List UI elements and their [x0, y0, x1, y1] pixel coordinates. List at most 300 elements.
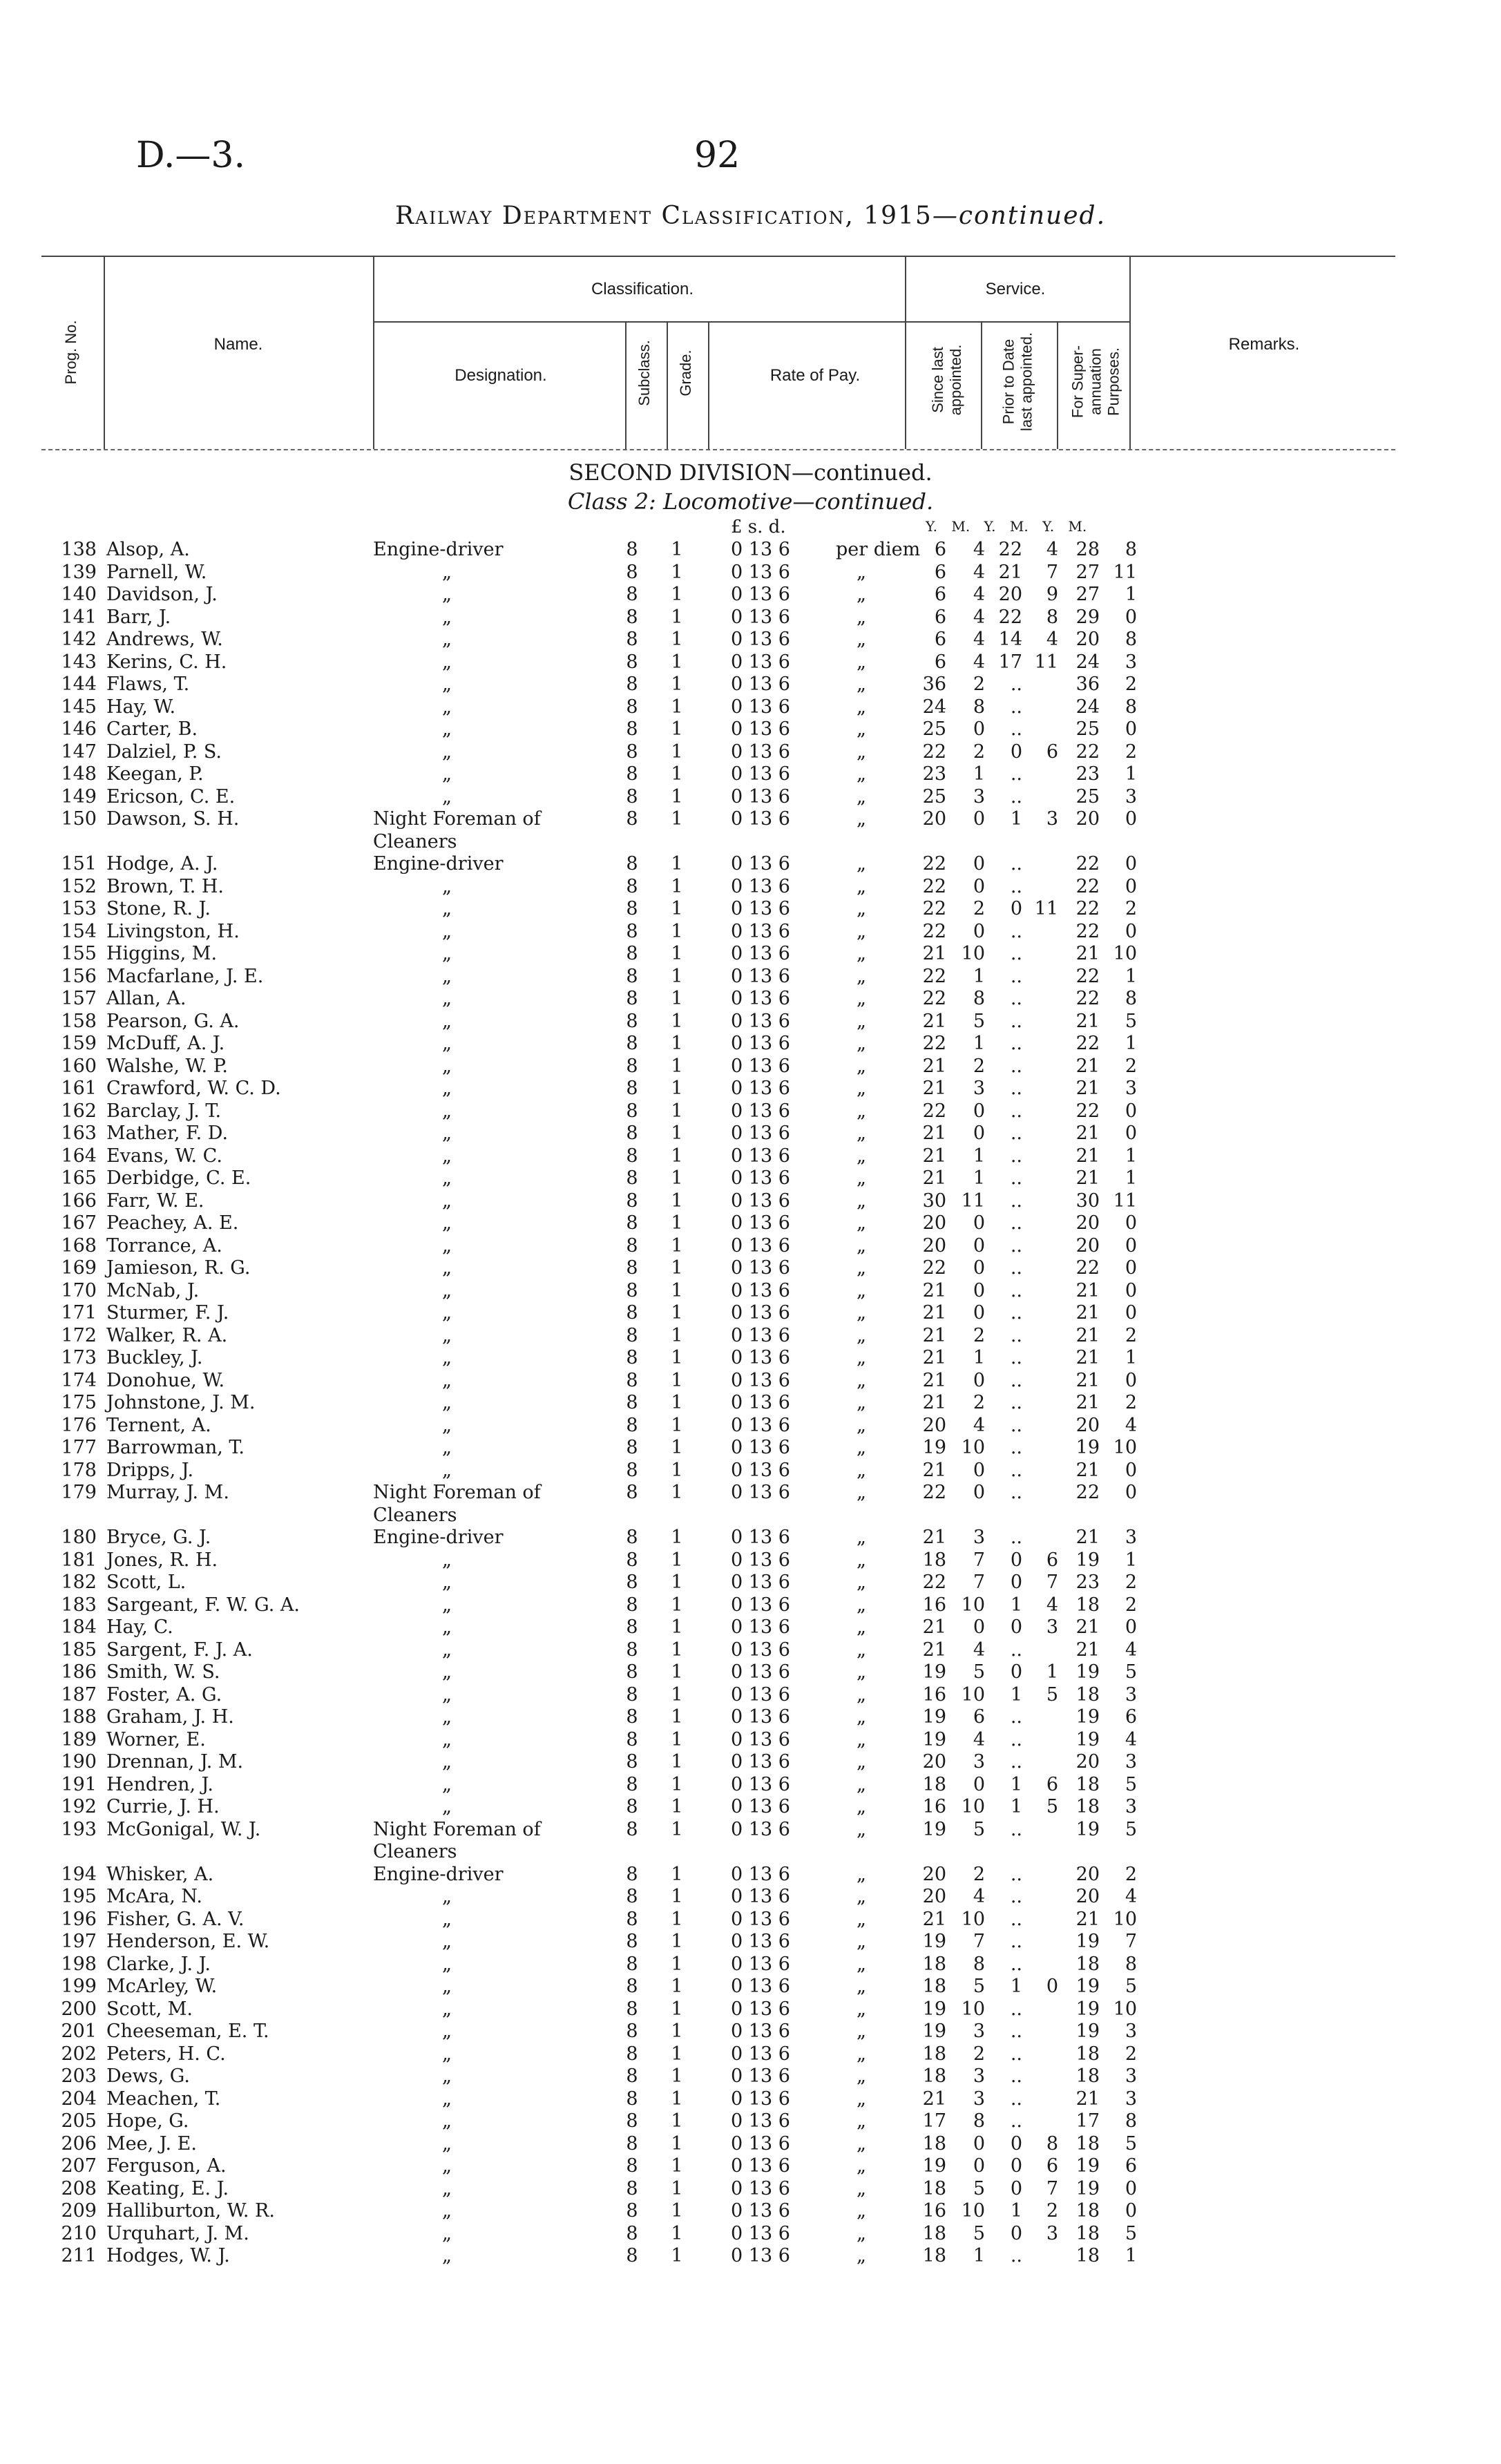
- since-months: 10: [961, 1796, 985, 1817]
- pay-period: „: [857, 1886, 866, 1907]
- grade: 1: [671, 1931, 683, 1952]
- since-years: 18: [922, 2177, 946, 2199]
- super-months: 3: [1125, 1683, 1137, 1706]
- designation-continued: Cleaners: [373, 830, 457, 852]
- pay-period: „: [857, 1279, 866, 1301]
- prog-no: 186: [61, 1661, 97, 1683]
- prior-years: ..: [1010, 1302, 1022, 1324]
- since-years: 6: [934, 629, 946, 650]
- designation: „: [442, 1010, 452, 1032]
- subclass: 8: [626, 2088, 638, 2110]
- grade: 1: [671, 1302, 683, 1324]
- rate-of-pay: 0 13 6: [731, 1549, 790, 1571]
- subclass: 8: [626, 1931, 638, 1952]
- prior-months: 6: [1046, 2155, 1058, 2177]
- since-years: 20: [922, 1863, 946, 1885]
- row-name: Farr, W. E.: [106, 1190, 204, 1212]
- since-years: 17: [922, 2110, 946, 2132]
- rate-of-pay: 0 13 6: [731, 943, 790, 964]
- designation: „: [442, 1931, 452, 1952]
- table-row: [0, 1460, 1501, 1482]
- prior-years: 1: [1010, 1683, 1022, 1706]
- super-years: 21: [1075, 1324, 1100, 1346]
- rate-of-pay: 0 13 6: [731, 1437, 790, 1458]
- prior-years: ..: [1010, 763, 1022, 785]
- table-row: [0, 2223, 1501, 2245]
- since-months: 6: [973, 1706, 985, 1728]
- table-row: [0, 1796, 1501, 1818]
- rate-of-pay: 0 13 6: [731, 1908, 790, 1930]
- subclass: 8: [626, 651, 638, 673]
- designation: „: [442, 561, 452, 583]
- subclass: 8: [626, 1212, 638, 1234]
- row-name: Macfarlane, J. E.: [106, 965, 264, 987]
- prog-no: 203: [61, 2065, 97, 2087]
- col-divider: [104, 256, 105, 449]
- since-years: 18: [922, 2132, 946, 2155]
- super-years: 21: [1075, 1145, 1100, 1167]
- since-months: 0: [973, 2155, 985, 2177]
- super-years: 21: [1075, 1616, 1100, 1638]
- prog-no: 167: [61, 1212, 97, 1234]
- super-months: 0: [1125, 2177, 1137, 2199]
- table-row: [0, 1415, 1501, 1437]
- prog-no: 182: [61, 1572, 97, 1593]
- grade: 1: [671, 1661, 683, 1683]
- super-months: 1: [1125, 1549, 1137, 1571]
- prior-months: 6: [1046, 1549, 1058, 1571]
- since-months: 1: [973, 965, 985, 987]
- super-months: 10: [1113, 1437, 1137, 1458]
- subclass: 8: [626, 1572, 638, 1593]
- table-row: [0, 2088, 1501, 2110]
- row-name: Buckley, J.: [106, 1347, 203, 1368]
- prior-years: 1: [1010, 1976, 1022, 1997]
- pay-period: „: [857, 1078, 866, 1099]
- row-name: Scott, L.: [106, 1572, 187, 1593]
- rate-of-pay: 0 13 6: [731, 1728, 790, 1750]
- row-name: Hodges, W. J.: [106, 2245, 230, 2266]
- prior-years: 22: [998, 606, 1022, 628]
- row-name: Fisher, G. A. V.: [106, 1908, 245, 1930]
- since-months: 0: [973, 718, 985, 740]
- prog-no: 146: [61, 718, 97, 740]
- super-years: 21: [1075, 2088, 1100, 2110]
- subclass: 8: [626, 1863, 638, 1885]
- row-name: Scott, M.: [106, 1998, 193, 2020]
- since-years: 21: [922, 1347, 946, 1368]
- super-years: 20: [1075, 629, 1100, 650]
- prog-no: 141: [61, 606, 97, 628]
- designation: „: [442, 1392, 452, 1413]
- subclass: 8: [626, 1976, 638, 1997]
- super-years: 21: [1075, 1302, 1100, 1324]
- table-row: [0, 1864, 1501, 1886]
- since-months: 7: [973, 1572, 985, 1593]
- designation: „: [442, 1572, 452, 1593]
- grade: 1: [671, 2043, 683, 2065]
- super-months: 5: [1125, 1976, 1137, 1997]
- designation: „: [442, 1639, 452, 1661]
- rate-of-pay: 0 13 6: [731, 1572, 790, 1593]
- pay-period: „: [857, 2043, 866, 2065]
- prog-no: 199: [61, 1976, 97, 1997]
- pay-period: „: [857, 1302, 866, 1324]
- super-months: 0: [1125, 1257, 1137, 1279]
- subclass: 8: [626, 1123, 638, 1144]
- header-rule-mid: [373, 321, 1129, 323]
- section-division: SECOND DIVISION—continued.: [568, 459, 933, 486]
- subclass: 8: [626, 1594, 638, 1616]
- since-years: 22: [922, 1257, 946, 1279]
- prog-no: 170: [61, 1279, 97, 1301]
- row-name: Carter, B.: [106, 718, 198, 740]
- prog-no: 159: [61, 1033, 97, 1054]
- super-years: 18: [1075, 2245, 1100, 2266]
- prior-years: ..: [1010, 1279, 1022, 1301]
- row-name: Alsop, A.: [106, 539, 190, 560]
- since-years: 21: [922, 1078, 946, 1099]
- table-row: [0, 2200, 1501, 2222]
- col-divider: [667, 321, 668, 449]
- rate-of-pay: 0 13 6: [731, 965, 790, 987]
- grade: 1: [671, 1369, 683, 1391]
- prog-no: 211: [61, 2245, 97, 2266]
- designation: „: [442, 674, 452, 695]
- since-years: 20: [922, 1751, 946, 1773]
- super-months: 11: [1113, 1190, 1137, 1212]
- designation: „: [442, 965, 452, 987]
- row-name: Barr, J.: [106, 606, 171, 628]
- designation: „: [442, 2245, 452, 2266]
- row-name: McAra, N.: [106, 1886, 202, 1907]
- super-months: 0: [1125, 1123, 1137, 1144]
- since-years: 22: [922, 898, 946, 919]
- subclass: 8: [626, 943, 638, 964]
- table-row: [0, 2178, 1501, 2200]
- grade: 1: [671, 1257, 683, 1279]
- super-months: 1: [1125, 1145, 1137, 1167]
- designation: „: [442, 1212, 452, 1234]
- super-months: 0: [1125, 1616, 1137, 1638]
- since-years: 21: [922, 1145, 946, 1167]
- rate-of-pay: 0 13 6: [731, 2088, 790, 2110]
- super-months: 3: [1125, 1527, 1137, 1548]
- grade: 1: [671, 539, 683, 560]
- prior-years: 17: [998, 651, 1022, 673]
- super-years: 25: [1075, 718, 1100, 740]
- pay-period: „: [857, 1594, 866, 1616]
- rate-of-pay: 0 13 6: [731, 1324, 790, 1346]
- since-months: 0: [973, 1369, 985, 1391]
- prior-years: ..: [1010, 2088, 1022, 2110]
- prior-years: ..: [1010, 1931, 1022, 1952]
- super-years: 21: [1075, 1369, 1100, 1391]
- row-name: Hodge, A. J.: [106, 853, 218, 875]
- prog-no: 154: [61, 920, 97, 942]
- table-row: [0, 674, 1501, 696]
- grade: 1: [671, 2065, 683, 2087]
- designation: „: [442, 2110, 452, 2132]
- prog-no: 179: [61, 1482, 97, 1503]
- subclass: 8: [626, 2043, 638, 2065]
- super-months: 0: [1125, 1279, 1137, 1301]
- super-years: 19: [1075, 1818, 1100, 1840]
- table-row: [0, 1886, 1501, 1908]
- super-months: 1: [1125, 763, 1137, 785]
- grade: 1: [671, 1279, 683, 1301]
- since-months: 2: [973, 1055, 985, 1077]
- pay-period: „: [857, 1100, 866, 1122]
- subclass: 8: [626, 1369, 638, 1391]
- since-years: 18: [922, 1953, 946, 1975]
- row-name: Pearson, G. A.: [106, 1010, 240, 1032]
- subclass: 8: [626, 965, 638, 987]
- row-name: Bryce, G. J.: [106, 1527, 211, 1548]
- rate-of-pay: 0 13 6: [731, 1931, 790, 1952]
- rate-of-pay: 0 13 6: [731, 2065, 790, 2087]
- subclass: 8: [626, 1033, 638, 1054]
- rate-of-pay: 0 13 6: [731, 1616, 790, 1638]
- pay-period: „: [857, 629, 866, 650]
- subclass: 8: [626, 1998, 638, 2020]
- row-name: Flaws, T.: [106, 674, 190, 695]
- grade: 1: [671, 920, 683, 942]
- designation: „: [442, 1302, 452, 1324]
- super-years: 18: [1075, 1773, 1100, 1795]
- row-name: Hendren, J.: [106, 1773, 213, 1795]
- since-years: 21: [922, 1324, 946, 1346]
- rate-of-pay: 0 13 6: [731, 920, 790, 942]
- col-rate-of-pay: Rate of Pay.: [769, 366, 861, 385]
- since-years: 16: [922, 1683, 946, 1706]
- subclass: 8: [626, 1414, 638, 1436]
- prog-no: 196: [61, 1908, 97, 1930]
- designation: „: [442, 629, 452, 650]
- prog-no: 158: [61, 1010, 97, 1032]
- table-row: [0, 898, 1501, 920]
- pay-period: „: [857, 2222, 866, 2244]
- since-years: 18: [922, 2245, 946, 2266]
- grade: 1: [671, 1639, 683, 1661]
- subclass: 8: [626, 1706, 638, 1728]
- designation: „: [442, 785, 452, 808]
- row-name: Sargent, F. J. A.: [106, 1639, 253, 1661]
- prior-years: ..: [1010, 1818, 1022, 1840]
- super-years: 20: [1075, 808, 1100, 830]
- designation: „: [442, 1347, 452, 1368]
- prior-years: ..: [1010, 1123, 1022, 1144]
- since-months: 2: [973, 1324, 985, 1346]
- subclass: 8: [626, 1167, 638, 1189]
- since-years: 16: [922, 1594, 946, 1616]
- since-months: 4: [973, 1639, 985, 1661]
- prior-years: ..: [1010, 943, 1022, 964]
- pay-period: „: [857, 1414, 866, 1436]
- super-years: 22: [1075, 741, 1100, 763]
- pay-period: „: [857, 561, 866, 583]
- prior-years: ..: [1010, 1639, 1022, 1661]
- subclass: 8: [626, 853, 638, 875]
- prog-no: 169: [61, 1257, 97, 1279]
- super-months: 0: [1125, 920, 1137, 942]
- grade: 1: [671, 1773, 683, 1795]
- designation-continued: Cleaners: [373, 1841, 457, 1862]
- grade: 1: [671, 1145, 683, 1167]
- super-months: 3: [1125, 2088, 1137, 2110]
- table-row: [0, 2021, 1501, 2043]
- prior-months: 0: [1046, 1976, 1058, 1997]
- since-years: 19: [922, 1728, 946, 1750]
- rate-of-pay: 0 13 6: [731, 1976, 790, 1997]
- prior-years: ..: [1010, 2065, 1022, 2087]
- prog-no: 205: [61, 2110, 97, 2132]
- table-row: [0, 1011, 1501, 1033]
- prior-years: ..: [1010, 2245, 1022, 2266]
- super-months: 0: [1125, 606, 1137, 628]
- prog-no: 174: [61, 1369, 97, 1391]
- rate-of-pay: 0 13 6: [731, 741, 790, 763]
- prog-no: 155: [61, 943, 97, 964]
- pay-period: „: [857, 1527, 866, 1548]
- grade: 1: [671, 629, 683, 650]
- pay-period: „: [857, 965, 866, 987]
- pay-period: „: [857, 1661, 866, 1683]
- col-divider: [1057, 321, 1058, 449]
- prog-no: 177: [61, 1437, 97, 1458]
- prog-no: 201: [61, 2021, 97, 2042]
- table-row: [0, 1325, 1501, 1347]
- since-years: 25: [922, 718, 946, 740]
- table-row: [0, 1998, 1501, 2021]
- since-months: 1: [973, 1167, 985, 1189]
- super-years: 19: [1075, 1728, 1100, 1750]
- grade: 1: [671, 1212, 683, 1234]
- super-years: 19: [1075, 1549, 1100, 1571]
- since-years: 6: [934, 651, 946, 673]
- pay-period: „: [857, 1437, 866, 1458]
- super-years: 18: [1075, 1683, 1100, 1706]
- since-years: 21: [922, 943, 946, 964]
- rate-of-pay: 0 13 6: [731, 1234, 790, 1257]
- since-years: 19: [922, 1706, 946, 1728]
- since-months: 5: [973, 1661, 985, 1683]
- since-months: 0: [973, 1302, 985, 1324]
- designation: „: [442, 1908, 452, 1930]
- designation: „: [442, 1594, 452, 1616]
- super-months: 4: [1125, 1728, 1137, 1750]
- designation: „: [442, 1055, 452, 1077]
- designation: „: [442, 2132, 452, 2155]
- super-years: 20: [1075, 1751, 1100, 1773]
- pay-period: „: [857, 1324, 866, 1346]
- super-months: 4: [1125, 1414, 1137, 1436]
- row-name: Cheeseman, E. T.: [106, 2021, 269, 2042]
- subclass: 8: [626, 696, 638, 718]
- table-row: [0, 651, 1501, 674]
- pay-period: „: [857, 718, 866, 740]
- col-prog-no: Prog. No.: [62, 320, 79, 385]
- since-months: 10: [961, 943, 985, 964]
- prog-no: 208: [61, 2177, 97, 2199]
- prog-no: 140: [61, 584, 97, 605]
- prior-years: ..: [1010, 1863, 1022, 1885]
- row-name: Whisker, A.: [106, 1863, 214, 1885]
- since-months: 3: [973, 1078, 985, 1099]
- subclass: 8: [626, 2222, 638, 2244]
- prog-no: 187: [61, 1683, 97, 1706]
- rate-of-pay: 0 13 6: [731, 1055, 790, 1077]
- row-name: Walker, R. A.: [106, 1324, 228, 1346]
- table-row: [0, 988, 1501, 1010]
- since-years: 21: [922, 1055, 946, 1077]
- super-months: 2: [1125, 2043, 1137, 2065]
- since-years: 21: [922, 1639, 946, 1661]
- super-months: 3: [1125, 2021, 1137, 2042]
- subclass: 8: [626, 898, 638, 919]
- super-years: 18: [1075, 2043, 1100, 2065]
- grade: 1: [671, 1886, 683, 1907]
- row-name: Johnstone, J. M.: [106, 1392, 256, 1413]
- super-months: 8: [1125, 1953, 1137, 1975]
- prior-years: ..: [1010, 1167, 1022, 1189]
- pay-period: „: [857, 2245, 866, 2266]
- pay-period: „: [857, 696, 866, 718]
- designation: „: [442, 1796, 452, 1817]
- super-months: 3: [1125, 651, 1137, 673]
- prior-years: ..: [1010, 1459, 1022, 1481]
- since-months: 0: [973, 853, 985, 875]
- pay-period: „: [857, 853, 866, 875]
- row-name: Meachen, T.: [106, 2088, 221, 2110]
- since-years: 19: [922, 1818, 946, 1840]
- since-years: 20: [922, 808, 946, 830]
- super-years: 23: [1075, 1572, 1100, 1593]
- table-row: [0, 1729, 1501, 1751]
- pay-period: „: [857, 584, 866, 605]
- prog-no: 192: [61, 1796, 97, 1817]
- prior-months: 11: [1034, 651, 1058, 673]
- table-row: [0, 1976, 1501, 1998]
- prior-years: ..: [1010, 1347, 1022, 1368]
- table-row: [0, 718, 1501, 741]
- super-months: 0: [1125, 718, 1137, 740]
- designation: „: [442, 1279, 452, 1301]
- super-years: 24: [1075, 696, 1100, 718]
- since-months: 4: [973, 606, 985, 628]
- grade: 1: [671, 2132, 683, 2155]
- prior-months: 4: [1046, 1594, 1058, 1616]
- grade: 1: [671, 1796, 683, 1817]
- since-years: 22: [922, 965, 946, 987]
- since-months: 3: [973, 1751, 985, 1773]
- prog-no: 209: [61, 2200, 97, 2222]
- designation-continued: Cleaners: [373, 1504, 457, 1526]
- subclass: 8: [626, 1347, 638, 1368]
- prog-no: 202: [61, 2043, 97, 2065]
- prior-months: 3: [1046, 808, 1058, 830]
- since-years: 21: [922, 1123, 946, 1144]
- prior-years: ..: [1010, 674, 1022, 695]
- super-months: 0: [1125, 853, 1137, 875]
- prior-years: ..: [1010, 696, 1022, 718]
- prior-years: ..: [1010, 2110, 1022, 2132]
- super-months: 3: [1125, 1796, 1137, 1817]
- grade: 1: [671, 1998, 683, 2020]
- pay-period: „: [857, 785, 866, 808]
- section-class: Class 2: Locomotive—continued.: [567, 488, 934, 515]
- grade: 1: [671, 1908, 683, 1930]
